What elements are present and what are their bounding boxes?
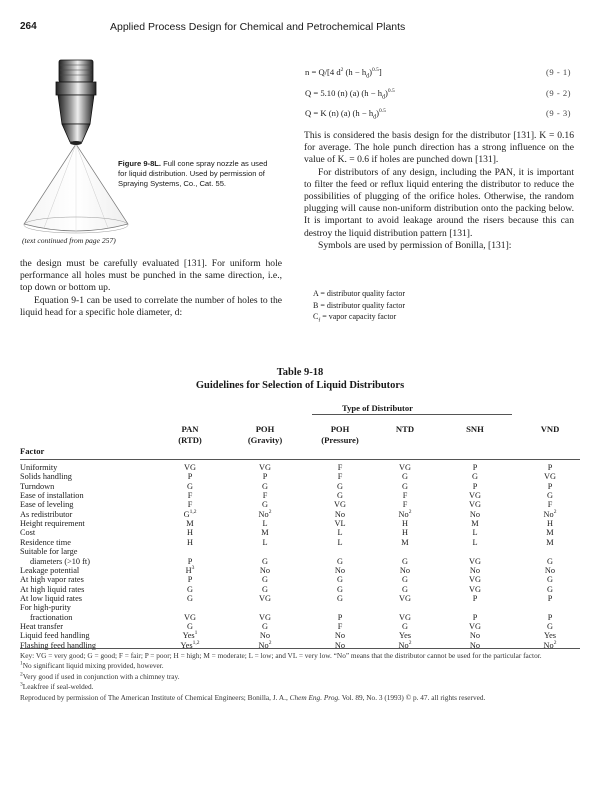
table-row-factor: Cost xyxy=(20,528,36,538)
equation-9-2: Q = 5.10 (n) (a) $(h - h_d)^{0.5}$ (9 - 2) xyxy=(305,88,571,101)
table-cell: F xyxy=(402,500,408,510)
symbol-cf xyxy=(313,311,405,327)
table-cell: H xyxy=(187,537,193,547)
table-row-factor: Turndown xyxy=(20,481,55,491)
table-cell: P xyxy=(547,481,553,491)
table-cell: $H^3$ xyxy=(185,565,195,575)
table-cell: VG xyxy=(259,593,271,603)
table-row-factor: Leakage potential xyxy=(20,565,80,575)
table-cell: G xyxy=(547,556,553,566)
table-cell: F xyxy=(337,463,343,472)
table-cell: No xyxy=(544,565,556,575)
table-row-factor: Liquid feed handling xyxy=(20,631,90,641)
footnote-3: $^3$Leakfree if seal-welded. xyxy=(20,681,94,692)
table-row-factor: Suitable for large xyxy=(20,547,78,557)
page-number: 264 xyxy=(20,21,37,32)
symbol-cf-text: = vapor capacity factor xyxy=(320,312,397,321)
table-cell: VG xyxy=(259,463,271,472)
equation-9-3-text: Q = K (n) (a) (h − h xyxy=(305,108,374,118)
table-cell: VG xyxy=(469,575,481,585)
table-cell: L xyxy=(472,528,478,538)
table-cell: G xyxy=(402,621,408,631)
footnote-key: Key: VG = very good; G = good; F = fair; P = poor; H = high; M = moderate; L = low; and VL = very low. “No” means that the distributor cannot be used for the particular factor. xyxy=(20,651,542,660)
table-row-factor: Height requirement xyxy=(20,519,85,529)
table-cell: G xyxy=(547,584,553,594)
table-cell: P xyxy=(547,463,553,472)
symbol-cf-subscript: f xyxy=(318,317,321,324)
table-cell: P xyxy=(187,472,193,482)
type-of-distributor-heading: Type of Distributor xyxy=(342,403,413,413)
table-cell: G xyxy=(402,472,408,482)
col-header-snh: SNH xyxy=(466,424,484,434)
table-cell: G xyxy=(402,575,408,585)
table-row xyxy=(20,640,580,651)
table-cell: G xyxy=(262,584,268,594)
col-header-vnd: VND xyxy=(540,424,560,434)
table-cell: No$^2$ xyxy=(258,639,272,650)
table-cell: F xyxy=(337,472,343,482)
table-cell: P xyxy=(472,612,478,622)
table-number: Table 9-18 xyxy=(276,367,324,378)
table-cell: VG xyxy=(399,593,411,603)
table-cell: No xyxy=(334,565,346,575)
symbol-a: A = distributor quality factor xyxy=(313,289,406,298)
table-row-factor: At low liquid rates xyxy=(20,593,82,603)
right-paragraph-1: This is considered the basis design for the distributor [131]. K = 0.16 for average. The hole punch direction has a strong influence on the value of K. = 0.6 if holes are punched down [131]. xyxy=(304,130,574,166)
table-cell: G xyxy=(262,621,268,631)
type-heading-rule xyxy=(312,414,512,415)
table-cell: G xyxy=(337,593,343,603)
table-cell: VG xyxy=(399,612,411,622)
table-cell: Yes$^1$ xyxy=(182,630,198,641)
table-row-factor: Flashing feed handling xyxy=(20,640,97,650)
col-header-poh-gravity: POH (Gravity) xyxy=(247,424,283,445)
table-row-factor: Residence time xyxy=(20,537,71,547)
spray-nozzle-figure xyxy=(20,58,135,236)
table-cell: VG xyxy=(469,621,481,631)
equation-9-2-text: Q = 5.10 (n) (a) (h − h xyxy=(305,88,382,98)
table-row-factor: Ease of leveling xyxy=(20,500,74,510)
footnote-1: $^1$No significant liquid mixing provided, however. xyxy=(20,660,164,671)
table-cell: No xyxy=(469,631,481,641)
table-cell: M xyxy=(546,528,554,538)
table-cell: G xyxy=(187,481,193,491)
table-cell: P xyxy=(472,463,478,472)
table-cell: H xyxy=(187,528,193,538)
table-row-factor: At high vapor rates xyxy=(20,575,84,585)
table-cell: No$^2$ xyxy=(543,508,557,519)
table-cell: H xyxy=(547,519,553,529)
table-cell: L xyxy=(262,519,268,529)
col-header-pan: PAN (RTD) xyxy=(178,424,202,445)
table-cell: VG xyxy=(259,612,271,622)
table-cell: L xyxy=(337,528,343,538)
table-cell: VG xyxy=(544,472,556,482)
left-paragraph-2: Equation 9-1 can be used to correlate the number of holes to the liquid head for a specific hole diameter, d: xyxy=(20,294,282,318)
footnote-reproduction: Reproduced by permission of The American Institute of Chemical Engineers; Bonilla, J. A., Chem Eng. Prog. Vol. 89, No. 3 (1993) © p. 47. all rights reserved. xyxy=(20,692,486,702)
table-cell: G xyxy=(187,621,193,631)
table-cell: VG xyxy=(469,500,481,510)
table-header-rule xyxy=(20,459,580,460)
table-cell: M xyxy=(186,519,194,529)
table-cell: M xyxy=(471,519,479,529)
table-row-factor: Heat transfer xyxy=(20,621,64,631)
table-cell: F xyxy=(262,491,268,501)
table-cell: P xyxy=(337,612,343,622)
table-cell: L xyxy=(472,537,478,547)
figure-caption xyxy=(118,159,278,190)
table-row-factor: As redistributor xyxy=(20,509,73,519)
table-cell: No xyxy=(469,640,481,650)
table-cell: Yes xyxy=(398,631,412,641)
table-cell: P xyxy=(472,593,478,603)
table-cell: G xyxy=(337,491,343,501)
table-cell: G xyxy=(337,584,343,594)
figure-caption-text: Full cone spray nozzle as used for liquid distribution. Used by permission of Spraying Systems, Co., Cat. 55. xyxy=(118,159,268,189)
equation-9-3-number: (9 - 3) xyxy=(546,108,571,118)
table-cell: F xyxy=(547,500,553,510)
left-column-text xyxy=(20,258,282,319)
symbols-list xyxy=(313,288,405,327)
table-cell: G xyxy=(547,621,553,631)
table-cell: H xyxy=(402,519,408,529)
table-cell: P xyxy=(187,556,193,566)
table-cell: G xyxy=(262,575,268,585)
equation-9-2-number: (9 - 2) xyxy=(546,88,571,98)
table-cell: VG xyxy=(184,612,196,622)
table-row-factor: Ease of installation xyxy=(20,491,84,501)
factor-header-label: Factor xyxy=(20,446,45,456)
table-cell: No xyxy=(334,640,346,650)
table-cell: Yes xyxy=(543,631,557,641)
equation-9-1-rest: (h − h xyxy=(345,67,367,77)
table-cell: No xyxy=(469,509,481,519)
table-cell: L xyxy=(337,537,343,547)
table-cell: Yes$^{1,2}$ xyxy=(180,639,200,650)
table-cell: G xyxy=(337,575,343,585)
table-cell: G xyxy=(262,556,268,566)
table-row-factor: fractionation xyxy=(30,612,73,622)
table-cell: P xyxy=(547,593,553,603)
table-cell: G xyxy=(337,556,343,566)
table-cell: No$^2$ xyxy=(398,508,412,519)
table-cell: F xyxy=(337,621,343,631)
table-cell: M xyxy=(546,537,554,547)
table-cell: F xyxy=(402,491,408,501)
symbol-b: B = distributor quality factor xyxy=(313,300,406,310)
table-cell: VG xyxy=(469,491,481,501)
symbol-cf-letter: C xyxy=(313,312,319,321)
table-cell: P xyxy=(472,481,478,491)
table-cell: G xyxy=(472,472,478,482)
table-cell: G xyxy=(187,593,193,603)
table-cell: F xyxy=(187,500,193,510)
table-title-block xyxy=(0,366,600,392)
table-cell: M xyxy=(261,528,269,538)
table-row-factor: Solids handling xyxy=(20,472,72,482)
table-row-factor: At high liquid rates xyxy=(20,584,85,594)
figure-caption-label: Figure 9-8L. xyxy=(118,159,162,168)
table-cell: No xyxy=(399,565,411,575)
table-cell: H xyxy=(402,528,408,538)
left-paragraph-1: the design must be carefully evaluated [131]. For uniform hole performance all holes must be punched in the same direction, i.e., top down or bottom up. xyxy=(20,258,282,294)
equation-9-1-lhs: n = Q/[4 d xyxy=(305,67,341,77)
table-cell: No xyxy=(334,631,346,641)
table-row-factor: diameters (>10 ft) xyxy=(30,556,90,566)
table-cell: No xyxy=(259,631,271,641)
table-cell: G xyxy=(337,481,343,491)
table-footnotes xyxy=(20,651,580,703)
table-cell: No xyxy=(469,565,481,575)
table-cell: G xyxy=(547,575,553,585)
equation-9-1: n = Q/[4 $d^2$ $(h - h_d)^{0.5}$] (9 - 1) xyxy=(305,67,571,80)
table-cell: No$^2$ xyxy=(543,639,557,650)
col-header-ntd: NTD xyxy=(395,424,415,434)
col-header-poh-pressure: POH (Pressure) xyxy=(321,424,359,445)
equation-9-1-number: (9 - 1) xyxy=(546,67,571,77)
table-title: Guidelines for Selection of Liquid Distributors xyxy=(195,380,405,391)
table-cell: VL xyxy=(334,519,346,529)
table-cell: VG xyxy=(399,463,411,472)
table-cell: L xyxy=(262,537,268,547)
equation-9-3: Q = K (n) (a) $(h - h_d)^{0.5}$ (9 - 3) xyxy=(305,108,571,121)
table-cell: VG xyxy=(469,584,481,594)
table-cell: G xyxy=(402,556,408,566)
table-row-factor: Uniformity xyxy=(20,463,58,472)
table-cell: G xyxy=(187,584,193,594)
table-row-factor: For high-purity xyxy=(20,603,71,613)
table-cell: No xyxy=(334,509,346,519)
table-cell: VG xyxy=(469,556,481,566)
table-cell: G xyxy=(262,500,268,510)
table-cell: G xyxy=(402,481,408,491)
continued-note: (text continued from page 257) xyxy=(22,236,116,245)
right-paragraph-3: Symbols are used by permission of Bonilla, [131]: xyxy=(318,239,512,251)
table-cell: No xyxy=(259,565,271,575)
table-cell: No$^2$ xyxy=(398,639,412,650)
table-cell: P xyxy=(547,612,553,622)
right-paragraph-2: For distributors of any design, including the PAN, it is important to filter the feed or reflux liquid entering the distributor to reduce the possibilities of plugging of the orifice holes. Otherwise, the random plugging will cause non-uniform distribution onto the packing below. It is important to avoid leakage around the risers because this can destroy the liquid distribution pattern [131]. xyxy=(304,166,574,239)
table-cell: P xyxy=(262,472,268,482)
table-cell: G$^{1,2}$ xyxy=(183,508,197,519)
table-cell: F xyxy=(187,491,193,501)
right-column-text xyxy=(304,130,574,252)
table-cell: M xyxy=(401,537,409,547)
table-cell: VG xyxy=(334,500,346,510)
table-bottom-rule xyxy=(20,648,580,649)
running-title: Applied Process Design for Chemical and Petrochemical Plants xyxy=(110,21,406,33)
table-cell: P xyxy=(187,575,193,585)
footnote-2: $^2$Very good if used in conjunction with a chimney tray. xyxy=(20,671,180,681)
table-cell: G xyxy=(547,491,553,501)
table-cell: No$^2$ xyxy=(258,508,272,519)
table-cell: G xyxy=(402,584,408,594)
table-cell: G xyxy=(262,481,268,491)
table-cell: VG xyxy=(184,463,196,472)
